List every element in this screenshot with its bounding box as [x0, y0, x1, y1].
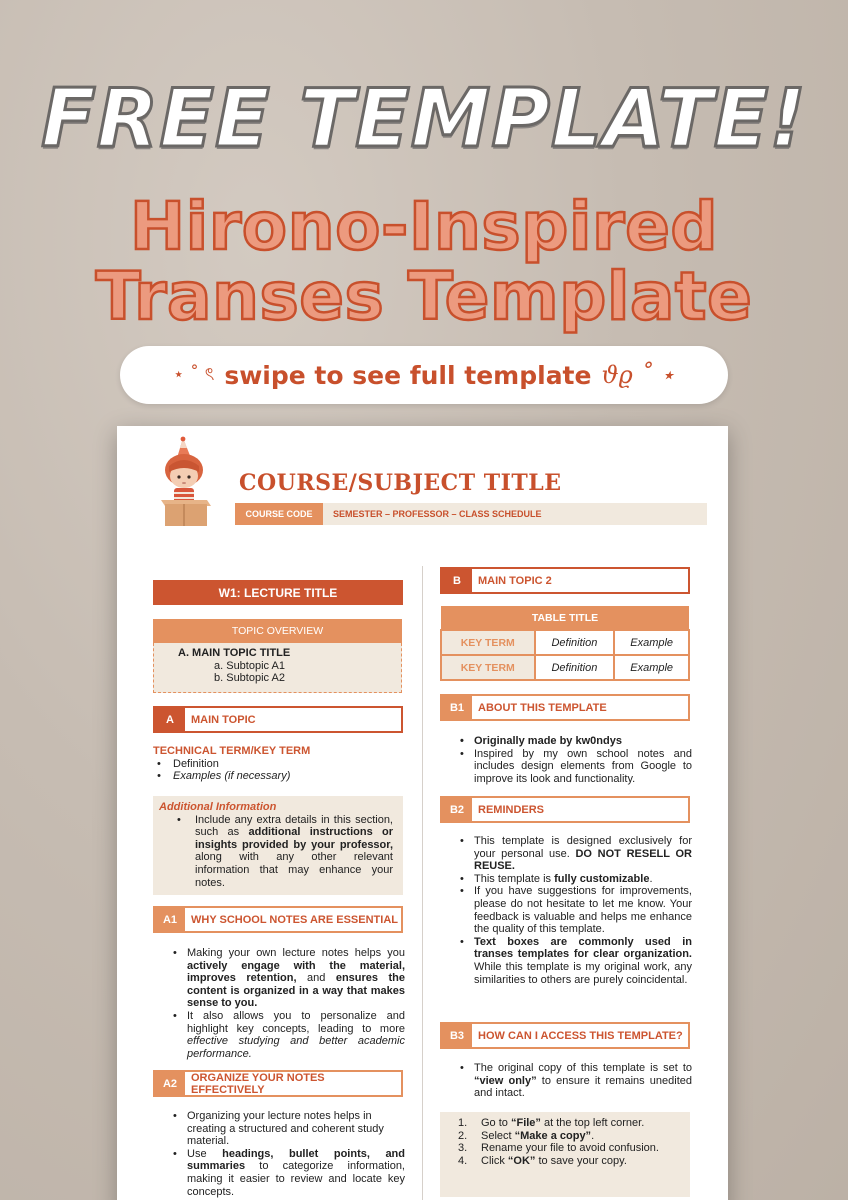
additional-info-heading: Additional Information: [159, 801, 277, 813]
section-header-a: [153, 706, 403, 733]
lecture-title: W1: LECTURE TITLE: [153, 580, 403, 605]
list-item: • It also allows you to personalize and highlight key concepts, leading to more effective studying and better academic performance.: [153, 1010, 405, 1060]
table-row: [441, 630, 689, 655]
list-item: • Making your own lecture notes helps you actively engage with the material, improves retention, and ensures the content is organized in a way that makes sense to you.: [153, 947, 405, 1010]
sparkle-right-icon: ϑϱ ˚ ⋆: [601, 361, 676, 389]
list-item: • This template is designed exclusively for your personal use. DO NOT RESELL OR REUSE.: [440, 835, 692, 873]
list-item: • Inspired by my own school notes and includes design elements from Google to improve its look and functionality.: [440, 748, 692, 786]
list-item: • If you have suggestions for improvements, please do not hesitate to let me know. Your feedback is valuable and helps me enhance the quality of this template.: [440, 885, 692, 935]
swipe-text: swipe to see full template: [224, 360, 592, 390]
swipe-pill: [120, 346, 728, 404]
section-label: MAIN TOPIC 2: [478, 574, 552, 587]
overview-main-topic: A. MAIN TOPIC TITLE: [178, 647, 291, 659]
section-tag: B1: [442, 696, 472, 719]
table-cell-definition: Definition: [535, 630, 615, 655]
section-b2-body: [440, 835, 692, 986]
list-item: 4. Click “OK” to save your copy.: [458, 1154, 627, 1167]
section-label: REMINDERS: [478, 803, 545, 816]
list-item: • Text boxes are commonly used in transes templates for clear organization. While this template is my original work, any similarities to others are purely coincidental.: [440, 936, 692, 986]
table-cell-example: Example: [614, 630, 689, 655]
topic-overview-heading: TOPIC OVERVIEW: [153, 619, 402, 643]
table-title: TABLE TITLE: [441, 606, 689, 630]
section-tag: A: [155, 708, 185, 731]
key-term-table: [440, 606, 690, 681]
hero-subtitle-line1: Hirono-Inspired: [129, 188, 719, 265]
table-cell-key: KEY TERM: [441, 655, 535, 680]
topic-overview-box: [153, 643, 402, 693]
list-item: • The original copy of this template is set to “view only” to ensure it remains unedited and intact.: [440, 1062, 692, 1100]
course-info-bar: [235, 503, 707, 525]
section-tag: A2: [155, 1072, 185, 1095]
section-a1-body: [153, 947, 405, 1060]
overview-subtopic: a. Subtopic A1: [214, 659, 285, 672]
column-divider: [422, 566, 423, 1200]
hero-title: FREE TEMPLATE!: [41, 72, 807, 165]
list-item: • Originally made by kw0ndys: [440, 735, 692, 748]
section-label: WHY SCHOOL NOTES ARE ESSENTIAL: [191, 913, 398, 926]
additional-info-box: [153, 796, 403, 895]
copy-steps-box: [440, 1112, 690, 1197]
section-tag: A1: [155, 908, 185, 931]
section-header-a2: [153, 1070, 403, 1097]
hero-subtitle-line2: Transes Template: [95, 258, 753, 335]
hirono-doll-icon: [157, 436, 215, 528]
term-definition: • Definition: [153, 758, 403, 771]
list-item: 2. Select “Make a copy”.: [458, 1129, 595, 1142]
sparkle-left-icon: ⋆ ˚ ৎ: [172, 363, 215, 385]
table-row: [441, 655, 689, 680]
course-meta: SEMESTER – PROFESSOR – CLASS SCHEDULE: [323, 503, 707, 525]
section-tag: B3: [442, 1024, 472, 1047]
list-item: • Use headings, bullet points, and summaries to categorize information, making it easier to review and locate key concepts.: [153, 1148, 405, 1198]
term-examples: • Examples (if necessary): [153, 770, 403, 783]
list-item: • This template is fully customizable.: [440, 873, 692, 886]
overview-subtopic: b. Subtopic A2: [214, 672, 285, 685]
section-header-b3: [440, 1022, 690, 1049]
template-page: [117, 426, 728, 1200]
course-title: COURSE/SUBJECT TITLE: [239, 470, 562, 496]
table-cell-key: KEY TERM: [441, 630, 535, 655]
section-label: MAIN TOPIC: [191, 713, 256, 726]
list-item: 1. Go to “File” at the top left corner.: [458, 1117, 645, 1129]
section-a2-body: [153, 1110, 405, 1198]
course-code: COURSE CODE: [235, 503, 323, 525]
section-header-b: [440, 567, 690, 594]
section-label: HOW CAN I ACCESS THIS TEMPLATE?: [478, 1029, 683, 1042]
key-term-block: [153, 745, 403, 783]
section-tag: B: [442, 569, 472, 592]
key-term: TECHNICAL TERM/KEY TERM: [153, 745, 311, 757]
list-item: • Organizing your lecture notes helps in creating a structured and coherent study material.: [153, 1110, 405, 1148]
section-b1-body: [440, 735, 692, 785]
section-b3-body: [440, 1062, 692, 1100]
section-header-b1: [440, 694, 690, 721]
section-header-b2: [440, 796, 690, 823]
section-header-a1: [153, 906, 403, 933]
section-label: ABOUT THIS TEMPLATE: [478, 701, 607, 714]
list-item: 3. Rename your file to avoid confusion.: [458, 1142, 659, 1155]
table-cell-example: Example: [614, 655, 689, 680]
section-label: ORGANIZE YOUR NOTES EFFECTIVELY: [191, 1071, 325, 1096]
additional-info-text: • Include any extra details in this section, such as additional instructions or insights provided by your professor, along with any other relevant information that may enhance your notes.: [159, 814, 397, 890]
table-cell-definition: Definition: [535, 655, 615, 680]
section-tag: B2: [442, 798, 472, 821]
